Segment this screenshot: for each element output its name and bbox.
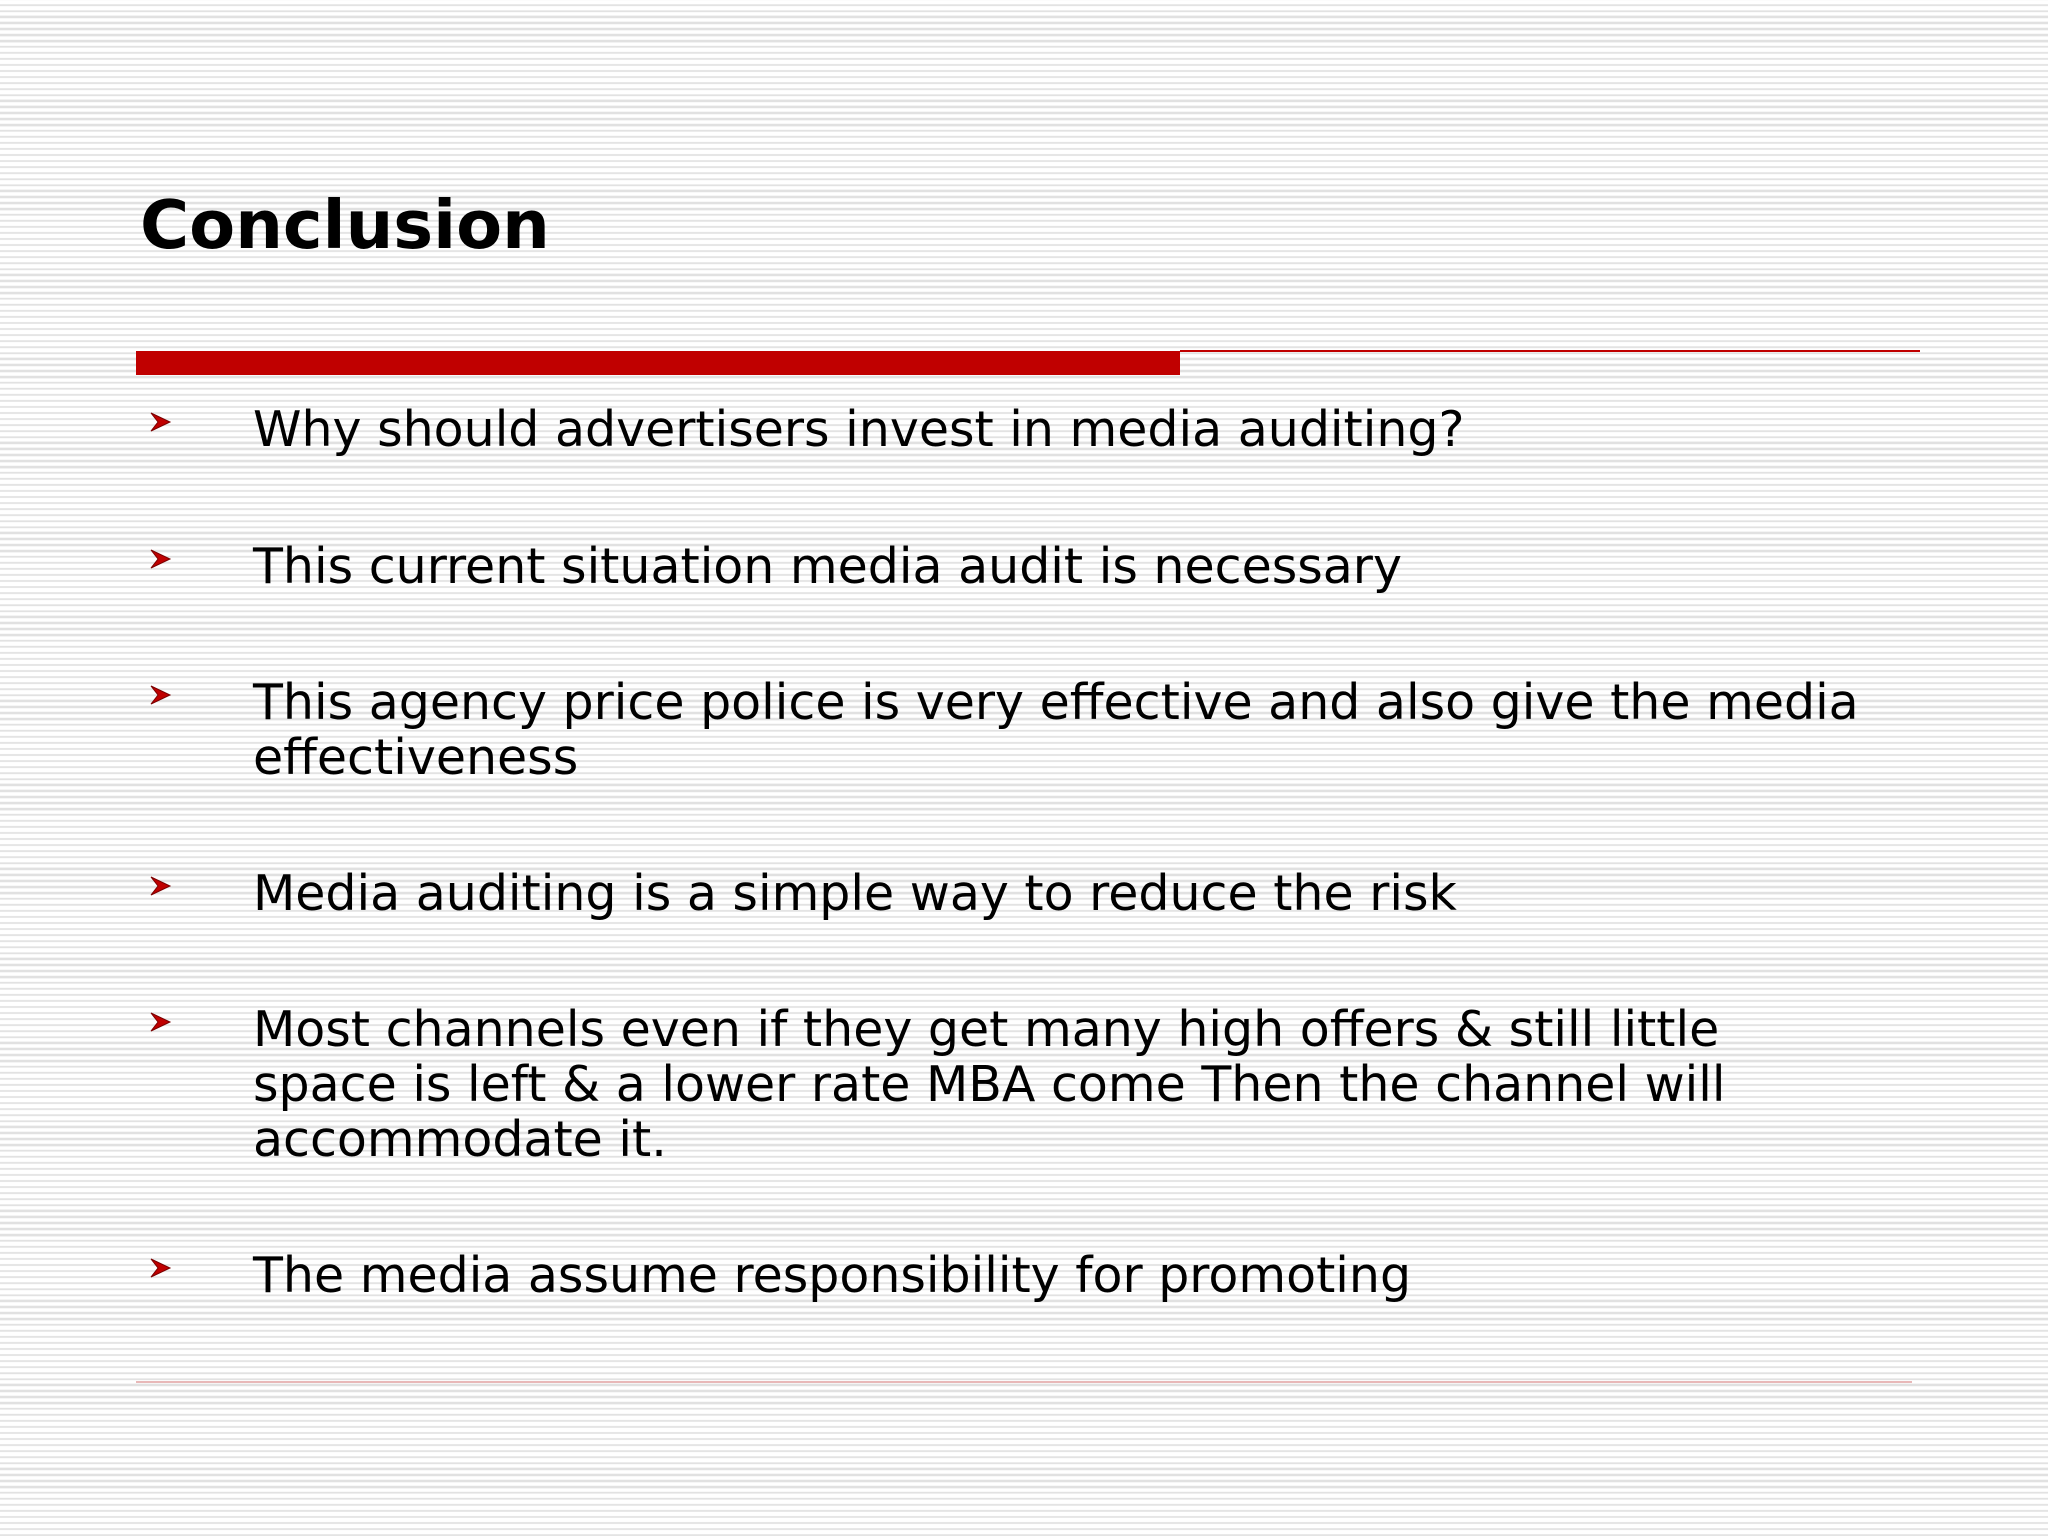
bullet-text: The media assume responsibility for promoting	[253, 1247, 1412, 1304]
slide-title: Conclusion	[140, 186, 550, 264]
arrowhead-bullet-icon	[148, 410, 172, 434]
arrowhead-bullet-icon	[148, 1256, 172, 1280]
bullet-text: Media auditing is a simple way to reduce the risk	[253, 865, 1457, 922]
bullet-text: This current situation media audit is necessary	[253, 538, 1402, 595]
footer-divider	[136, 1381, 1912, 1383]
arrowhead-bullet-icon	[148, 874, 172, 898]
bullet-text: This agency price police is very effective and also give the media effectiveness	[253, 674, 1859, 786]
bullet-text: Why should advertisers invest in media auditing?	[253, 401, 1465, 458]
arrowhead-bullet-icon	[148, 1010, 172, 1034]
arrowhead-bullet-icon	[148, 547, 172, 571]
arrowhead-bullet-icon	[148, 683, 172, 707]
bullet-text: Most channels even if they get many high offers & still little space is left & a lower rate MBA come Then the channel will accommodate it.	[253, 1001, 1726, 1168]
